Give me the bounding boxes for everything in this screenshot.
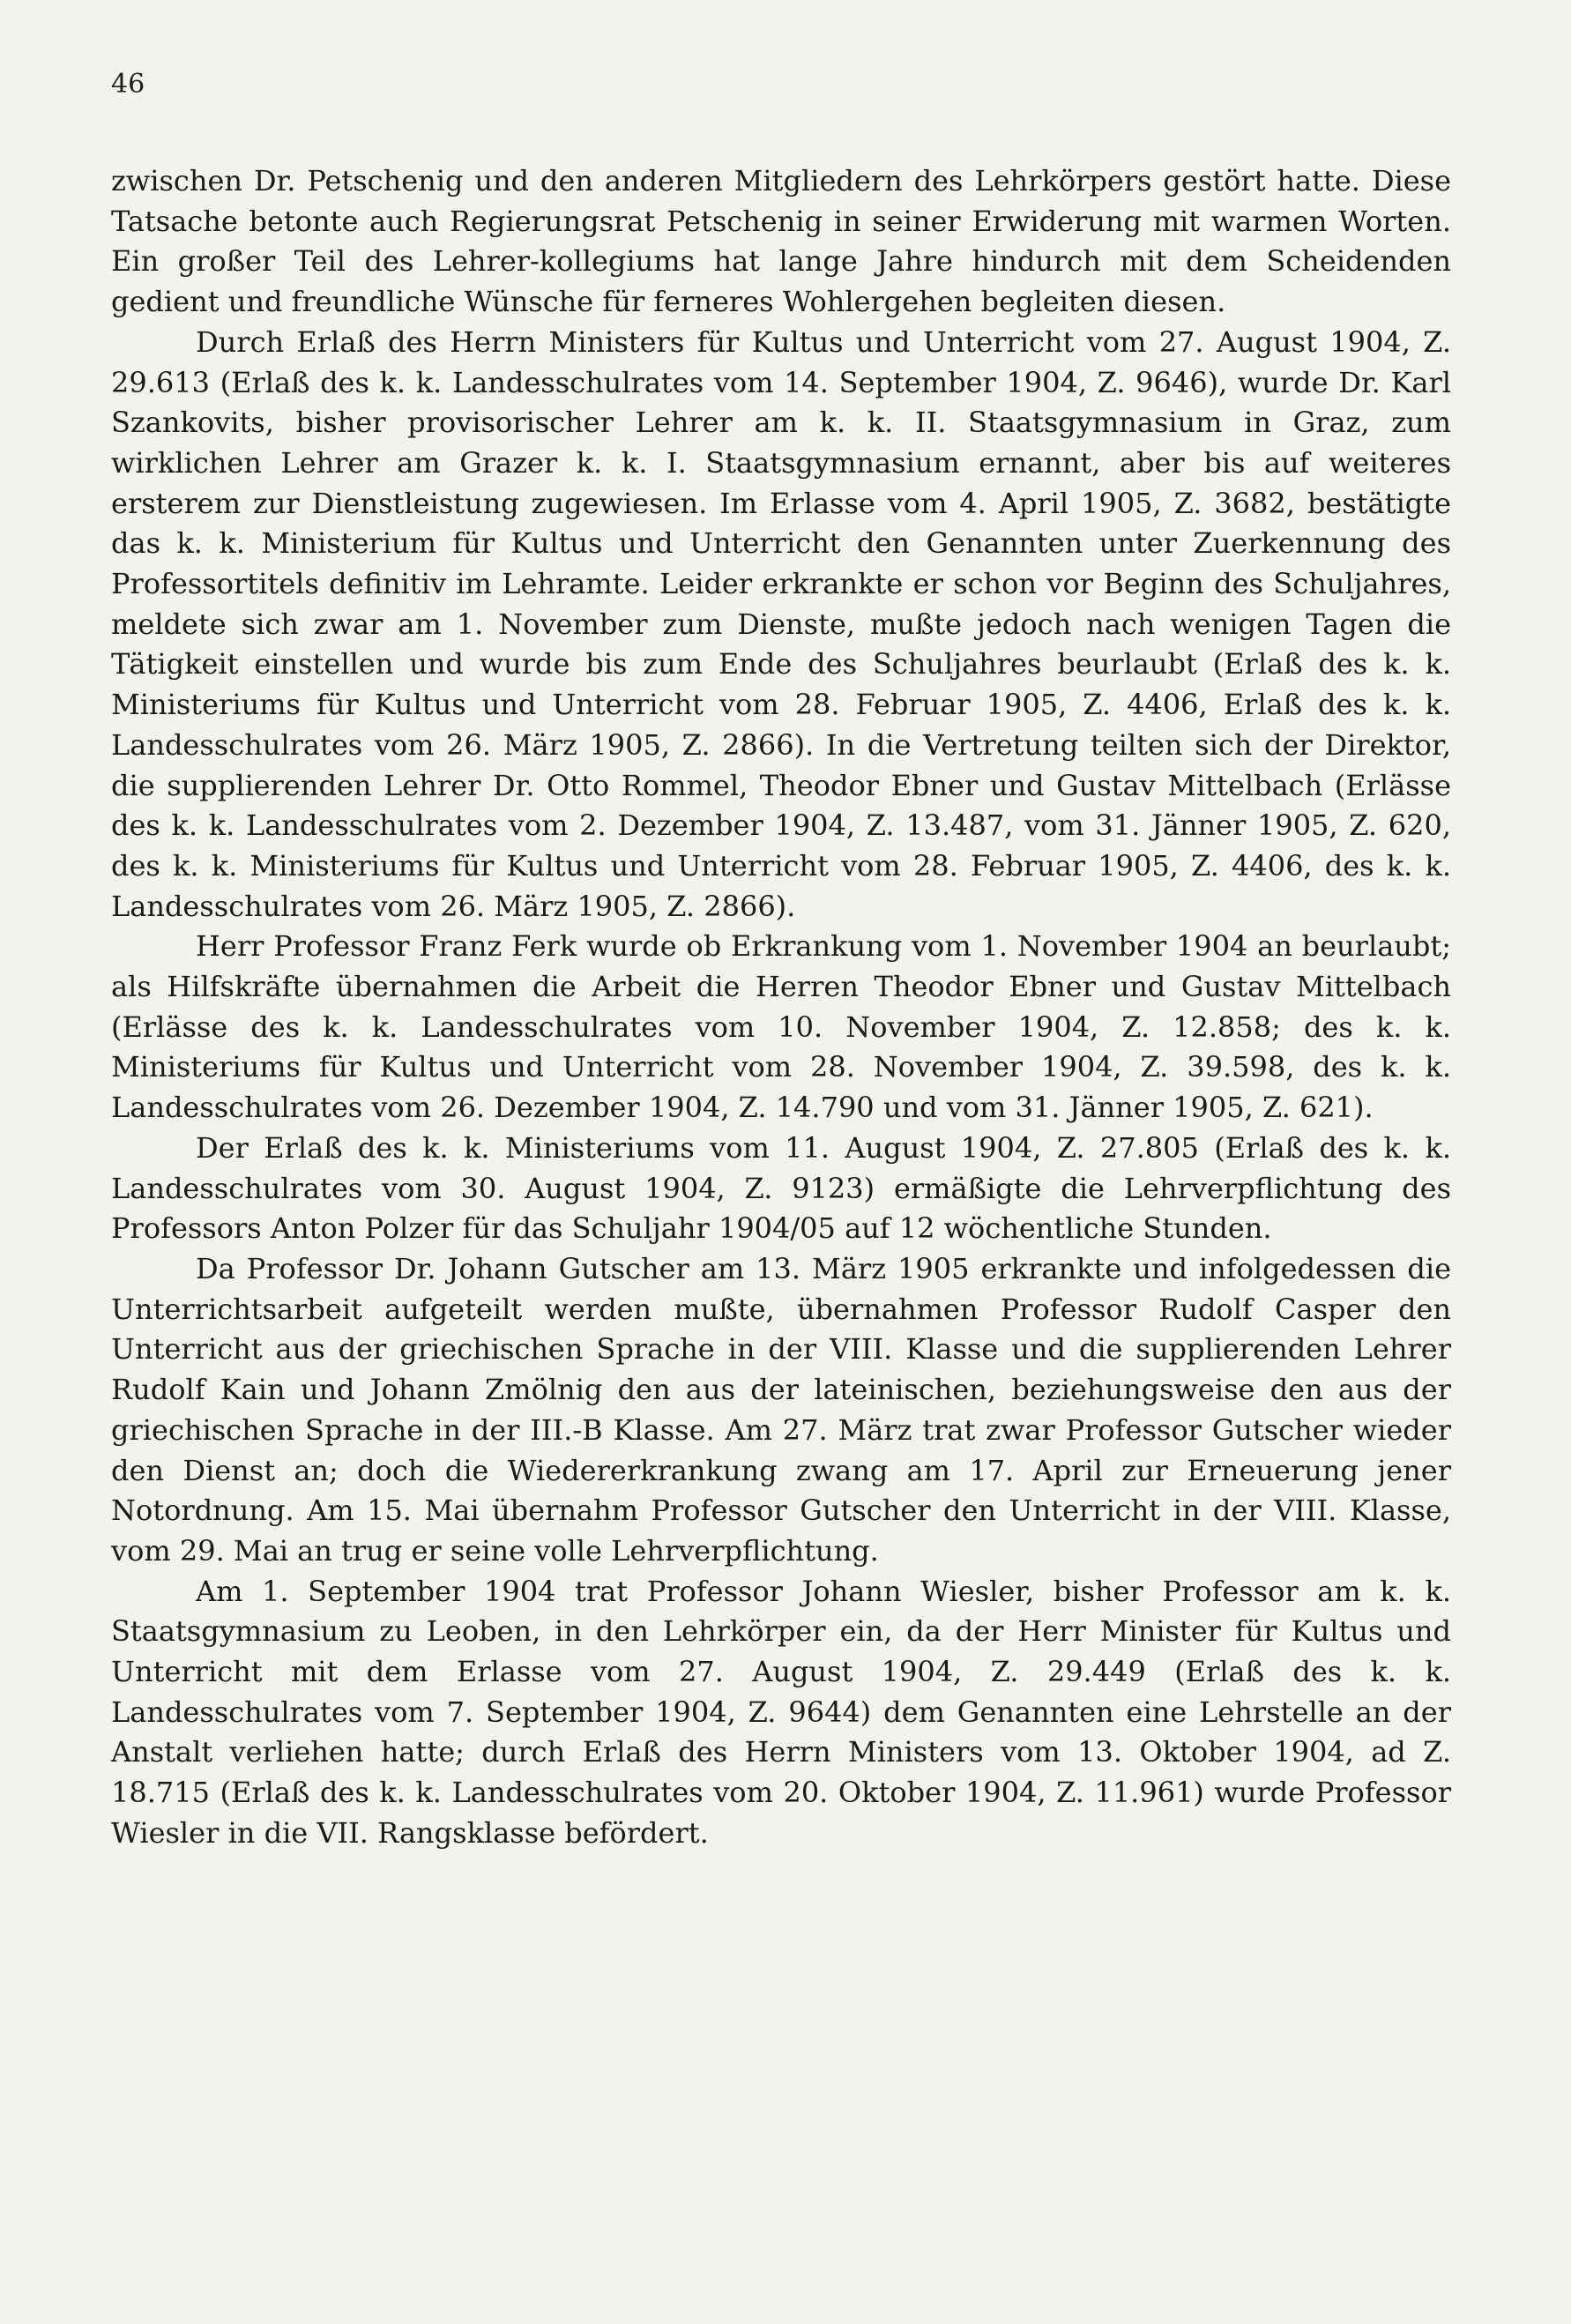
paragraph-3: Herr Professor Franz Ferk wurde ob Erkrankung vom 1. November 1904 an beurlaubt; als Hilfskräfte übernahmen die Arbeit die Herren Theodor Ebner und Gustav Mittelbach (Erlässe des k. k. Landesschulrates vom 10. November 1904, Z. 12.858; des k. k. Ministeriums für Kultus und Unterricht vom 28. November 1904, Z. 39.598, des k. k. Landesschulrates vom 26. Dezember 1904, Z. 14.790 und vom 31. Jänner 1905, Z. 621). [111, 929, 1451, 1125]
paragraph-5: Da Professor Dr. Johann Gutscher am 13. März 1905 erkrankte und infolgedessen die Unterrichtsarbeit aufgeteilt werden mußte, übernahmen Professor Rudolf Casper den Unterricht aus der griechischen Sprache in der VIII. Klasse und die supplierenden Lehrer Rudolf Kain und Johann Zmölnig den aus der lateinischen, beziehungsweise den aus der griechischen Sprache in der III.-B Klasse. Am 27. März trat zwar Professor Gutscher wieder den Dienst an; doch die Wiedererkrankung zwang am 17. April zur Erneuerung jener Notordnung. Am 15. Mai übernahm Professor Gutscher den Unterricht in der VIII. Klasse, vom 29. Mai an trug er seine volle Lehrverpflichtung. [111, 1251, 1451, 1568]
body-text [111, 161, 1451, 1854]
page-number: 46 [111, 69, 145, 100]
paragraph-1: zwischen Dr. Petschenig und den anderen Mitgliedern des Lehrkörpers gestört hatte. Diese Tatsache betonte auch Regierungsrat Petschenig in seiner Erwiderung mit warmen Worten. Ein großer Teil des Lehrer-kollegiums hat lange Jahre hindurch mit dem Scheidenden gedient und freundliche Wünsche für ferneres Wohlergehen begleiten diesen. [111, 164, 1451, 319]
paragraph-2: Durch Erlaß des Herrn Ministers für Kultus und Unterricht vom 27. August 1904, Z. 29.613 (Erlaß des k. k. Landesschulrates vom 14. September 1904, Z. 9646), wurde Dr. Karl Szankovits, bisher provisorischer Lehrer am k. k. II. Staatsgymnasium in Graz, zum wirklichen Lehrer am Grazer k. k. I. Staatsgymnasium ernannt, aber bis auf weiteres ersterem zur Dienstleistung zugewiesen. Im Erlasse vom 4. April 1905, Z. 3682, bestätigte das k. k. Ministerium für Kultus und Unterricht den Genannten unter Zuerkennung des Professortitels definitiv im Lehramte. Leider erkrankte er schon vor Beginn des Schuljahres, meldete sich zwar am 1. November zum Dienste, mußte jedoch nach wenigen Tagen die Tätigkeit einstellen und wurde bis zum Ende des Schuljahres beurlaubt (Erlaß des k. k. Ministeriums für Kultus und Unterricht vom 28. Februar 1905, Z. 4406, Erlaß des k. k. Landesschulrates vom 26. März 1905, Z. 2866). In die Vertretung teilten sich der Direktor, die supplierenden Lehrer Dr. Otto Rommel, Theodor Ebner und Gustav Mittelbach (Erlässe des k. k. Landesschulrates vom 2. Dezember 1904, Z. 13.487, vom 31. Jänner 1905, Z. 620, des k. k. Ministeriums für Kultus und Unterricht vom 28. Februar 1905, Z. 4406, des k. k. Landesschulrates vom 26. März 1905, Z. 2866). [111, 324, 1451, 923]
paragraph-6: Am 1. September 1904 trat Professor Johann Wiesler, bisher Professor am k. k. Staatsgymnasium zu Leoben, in den Lehrkörper ein, da der Herr Minister für Kultus und Unterricht mit dem Erlasse vom 27. August 1904, Z. 29.449 (Erlaß des k. k. Landesschulrates vom 7. September 1904, Z. 9644) dem Genannten eine Lehrstelle an der Anstalt verliehen hatte; durch Erlaß des Herrn Ministers vom 13. Oktober 1904, ad Z. 18.715 (Erlaß des k. k. Landesschulrates vom 20. Oktober 1904, Z. 11.961) wurde Professor Wiesler in die VII. Rangsklasse befördert. [111, 1574, 1451, 1850]
paragraph-4: Der Erlaß des k. k. Ministeriums vom 11. August 1904, Z. 27.805 (Erlaß des k. k. Landesschulrates vom 30. August 1904, Z. 9123) ermäßigte die Lehrverpflichtung des Professors Anton Polzer für das Schuljahr 1904/05 auf 12 wöchentliche Stunden. [111, 1130, 1451, 1246]
